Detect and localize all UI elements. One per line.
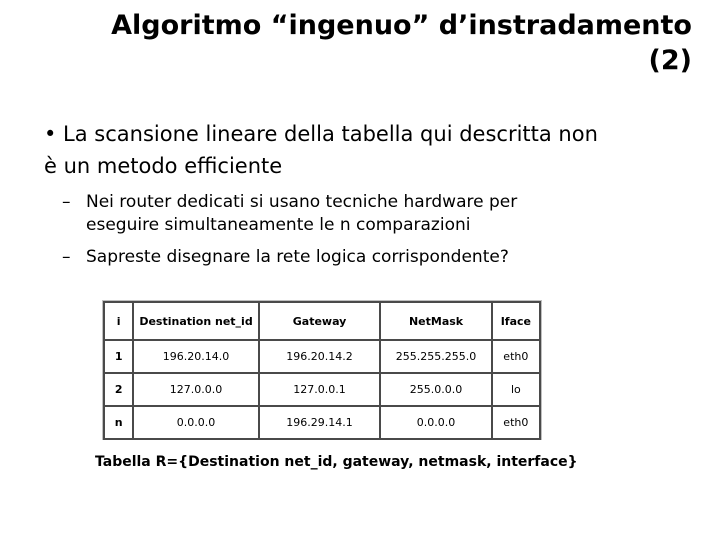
sub-bullet-question-line-1: Sapreste disegnare la rete logica corrispondente?	[86, 247, 509, 267]
main-bullet-line-1: • La scansione lineare della tabella qui descritta non	[44, 122, 598, 146]
table-cell-iface: eth0	[492, 340, 540, 373]
table-row	[104, 373, 540, 406]
table-cell-netmask: 0.0.0.0	[380, 406, 491, 439]
sub-bullet-dash: –	[62, 247, 71, 267]
table-cell-gateway: 196.20.14.2	[259, 340, 381, 373]
table-cell-destination: 0.0.0.0	[133, 406, 258, 439]
table-cell-iface: eth0	[492, 406, 540, 439]
header-cell-netmask: NetMask	[380, 302, 491, 340]
table-cell-destination: 196.20.14.0	[133, 340, 258, 373]
title-line-2: (2)	[648, 45, 692, 76]
sub-bullet-question	[62, 246, 662, 269]
table-cell-i: n	[104, 406, 133, 439]
header-cell-iface: Iface	[492, 302, 540, 340]
table-cell-netmask: 255.255.255.0	[380, 340, 491, 373]
header-cell-i: i	[104, 302, 133, 340]
routing-table	[103, 301, 541, 440]
sub-bullet-hardware-line-1: Nei router dedicati si usano tecniche hardware per	[86, 192, 518, 212]
sub-bullet-dash: –	[62, 192, 71, 212]
sub-bullet-hardware-line-2: eseguire simultaneamente le n comparazioni	[86, 215, 471, 235]
sub-bullet-hardware	[62, 191, 662, 237]
main-bullet-line-2: è un metodo efficiente	[44, 154, 283, 178]
header-cell-destination: Destination net_id	[133, 302, 258, 340]
table-cell-destination: 127.0.0.0	[133, 373, 258, 406]
table-row	[104, 340, 540, 373]
table-cell-iface: lo	[492, 373, 540, 406]
table-cell-gateway: 127.0.0.1	[259, 373, 381, 406]
main-bullet	[44, 118, 694, 182]
table-header-row	[104, 302, 540, 340]
table-cell-i: 1	[104, 340, 133, 373]
routing-table-image	[103, 301, 541, 439]
title-line-1: Algoritmo “ingenuo” d’instradamento	[111, 10, 692, 41]
table-cell-gateway: 196.29.14.1	[259, 406, 381, 439]
table-caption: Tabella R={Destination net_id, gateway, netmask, interface}	[95, 454, 578, 470]
table-cell-i: 2	[104, 373, 133, 406]
header-cell-gateway: Gateway	[259, 302, 381, 340]
slide-title	[60, 8, 692, 78]
table-row	[104, 406, 540, 439]
table-cell-netmask: 255.0.0.0	[380, 373, 491, 406]
